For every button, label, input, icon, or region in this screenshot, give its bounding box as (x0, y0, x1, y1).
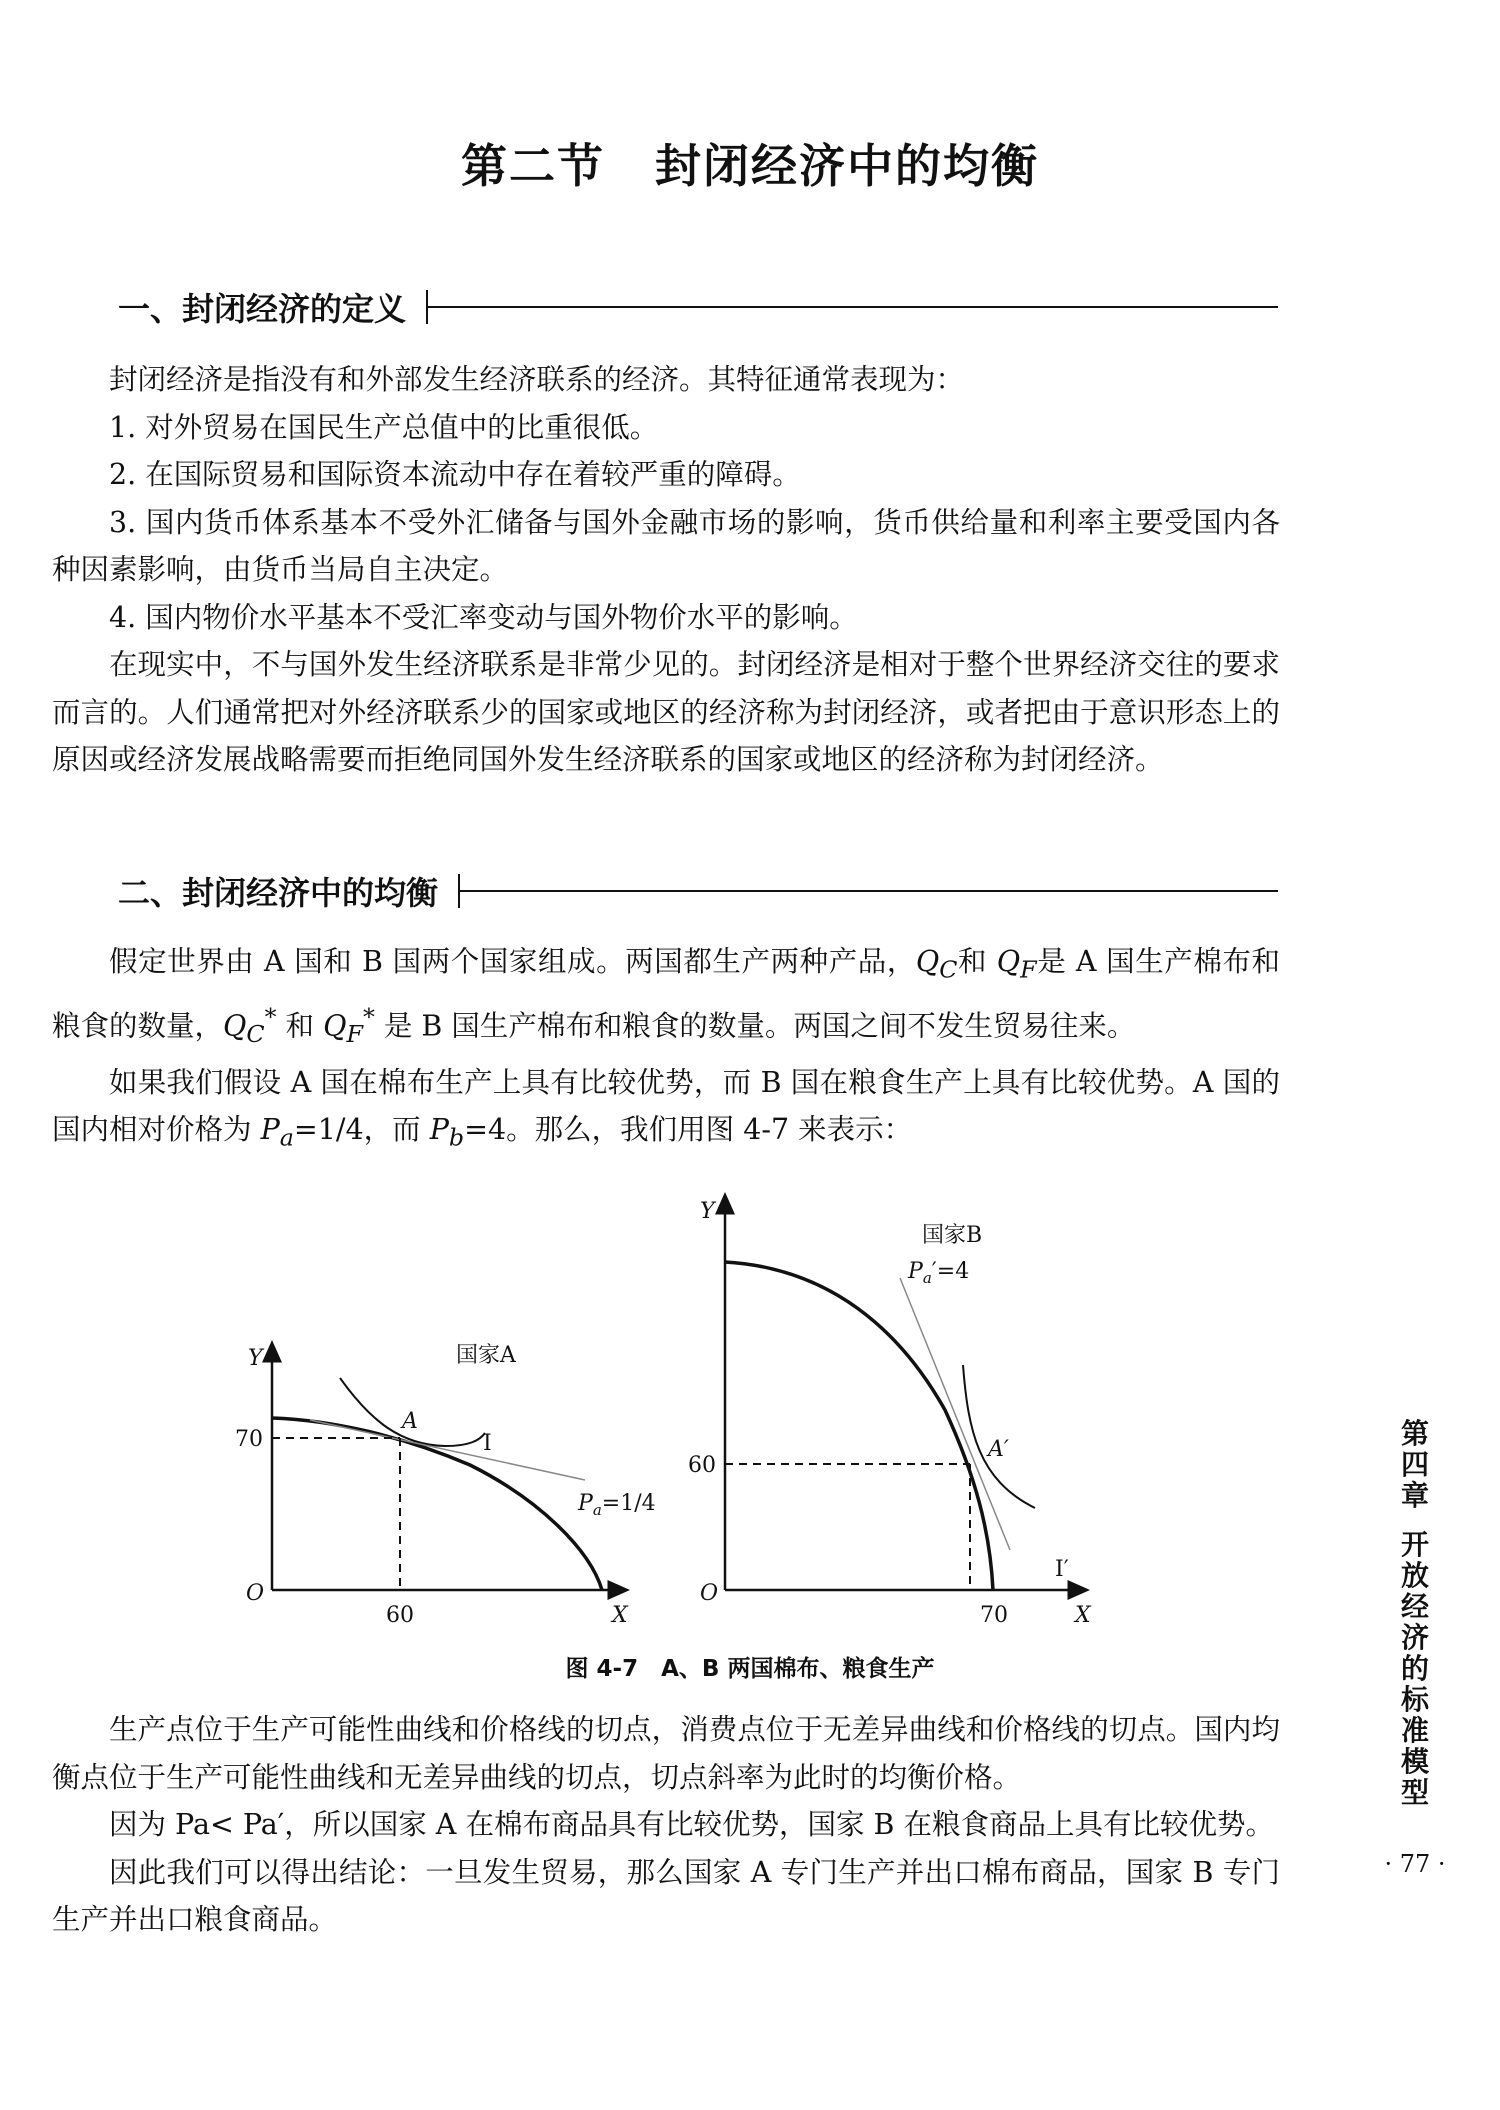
list-item: 4. 国内物价水平基本不受汇率变动与国外物价水平的影响。 (109, 600, 858, 634)
list-item: 3. 国内货币体系基本不受外汇储备与国外金融市场的影响，货币供给量和利率主要受国内各种因素影响，由货币当局自主决定。 (52, 505, 1280, 586)
chart-b-title: 国家B (922, 1223, 983, 1248)
paragraph: 假定世界由 A 国和 B 国两个国家组成。两国都生产两种产品，$Q_C$和 $Q_F$是 A 国生产棉布和粮食的数量，$Q_C^*$ 和 $Q_F^*$ 是 B 国生产棉布和粮食的数量。两国之间不发生贸易往来。 (52, 945, 1281, 1049)
paragraph: 在现实中，不与国外发生经济联系是非常少见的。封闭经济是相对于整个世界经济交往的要求而言的。人们通常把对外经济联系少的国家或地区的经济称为封闭经济，或者把由于意识形态上的原因或经济发展战略需要而拒绝同国外发生经济联系的国家或地区的经济称为封闭经济。 (52, 648, 1280, 776)
ppf-curve (725, 1262, 993, 1590)
page-number: · 77 · (1384, 1850, 1446, 1878)
paragraph: 生产点位于生产可能性曲线和价格线的切点，消费点位于无差异曲线和价格线的切点。国内均衡点位于生产可能性曲线和无差异曲线的切点，切点斜率为此时的均衡价格。 (52, 1713, 1280, 1794)
section2-body (52, 938, 1280, 1163)
ppf-curve (272, 1418, 602, 1590)
chart-a-ytick: 70 (235, 1427, 263, 1452)
chart-b-point-label: A′ (988, 1437, 1009, 1462)
chapter-sidebar: 第 四 章 开 放 经 济 的 标 准 模 型 (1400, 1417, 1429, 1809)
paragraph: 如果我们假设 A 国在棉布生产上具有比较优势，而 B 国在粮食生产上具有比较优势。A 国的国内相对价格为 $P_a=1/4$，而 $P_b=4$。那么，我们用图 4-7 来表示： (52, 1065, 1280, 1153)
price-line (900, 1278, 1010, 1550)
chart-a-price-label: $P_a=1/4$ (578, 1491, 656, 1519)
section-title: 封闭经济中的均衡 (655, 139, 1039, 193)
chart-a-indifference-label: I (483, 1431, 492, 1456)
chart-b-origin: O (700, 1581, 719, 1606)
chart-b-indifference-label: I′ (1055, 1557, 1069, 1582)
chart-b-price-label: $P_a'=4$ (908, 1259, 970, 1287)
section2-heading-text: 二、封闭经济中的均衡 (118, 874, 439, 912)
heading-rule (460, 890, 1278, 892)
section1-heading-text: 一、封闭经济的定义 (118, 290, 407, 328)
section-number: 第二节 (461, 139, 605, 193)
list-item: 2. 在国际贸易和国际资本流动中存在着较严重的障碍。 (109, 458, 801, 491)
chart-a-origin: O (246, 1581, 265, 1606)
chart-b-xtick: 70 (980, 1603, 1008, 1628)
price-line (310, 1420, 585, 1480)
section2-heading (118, 866, 1278, 916)
chart-a-ylabel: Y (248, 1346, 263, 1371)
chart-a-xtick: 60 (386, 1603, 414, 1628)
section1-heading (118, 282, 1278, 332)
paragraph: 因为 Pa< Pa′，所以国家 A 在棉布商品具有比较优势，国家 B 在粮食商品上具有比较优势。 (109, 1808, 1275, 1841)
page-title (0, 130, 1500, 196)
chart-b-ylabel: Y (700, 1199, 715, 1224)
chart-country-b (688, 1199, 1092, 1628)
paragraph: 封闭经济是指没有和外部发生经济联系的经济。其特征通常表现为： (109, 363, 965, 396)
paragraph: 因此我们可以得出结论：一旦发生贸易，那么国家 A 专门生产并出口棉布商品，国家 B 专门生产并出口粮食商品。 (52, 1855, 1280, 1936)
chart-country-a (235, 1343, 656, 1628)
chart-b-ytick: 60 (688, 1453, 716, 1478)
chart-a-title: 国家A (456, 1343, 516, 1368)
chart-a-point-label: A (402, 1409, 418, 1434)
chart-b-xlabel: X (1075, 1603, 1091, 1628)
section1-body (52, 356, 1280, 784)
post-figure-body (52, 1706, 1280, 1944)
chart-a-xlabel: X (612, 1603, 628, 1628)
list-item: 1. 对外贸易在国民生产总值中的比重很低。 (109, 410, 659, 444)
heading-rule (428, 306, 1278, 308)
figure-caption: 图 4-7 A、B 两国棉布、粮食生产 (565, 1656, 935, 1682)
